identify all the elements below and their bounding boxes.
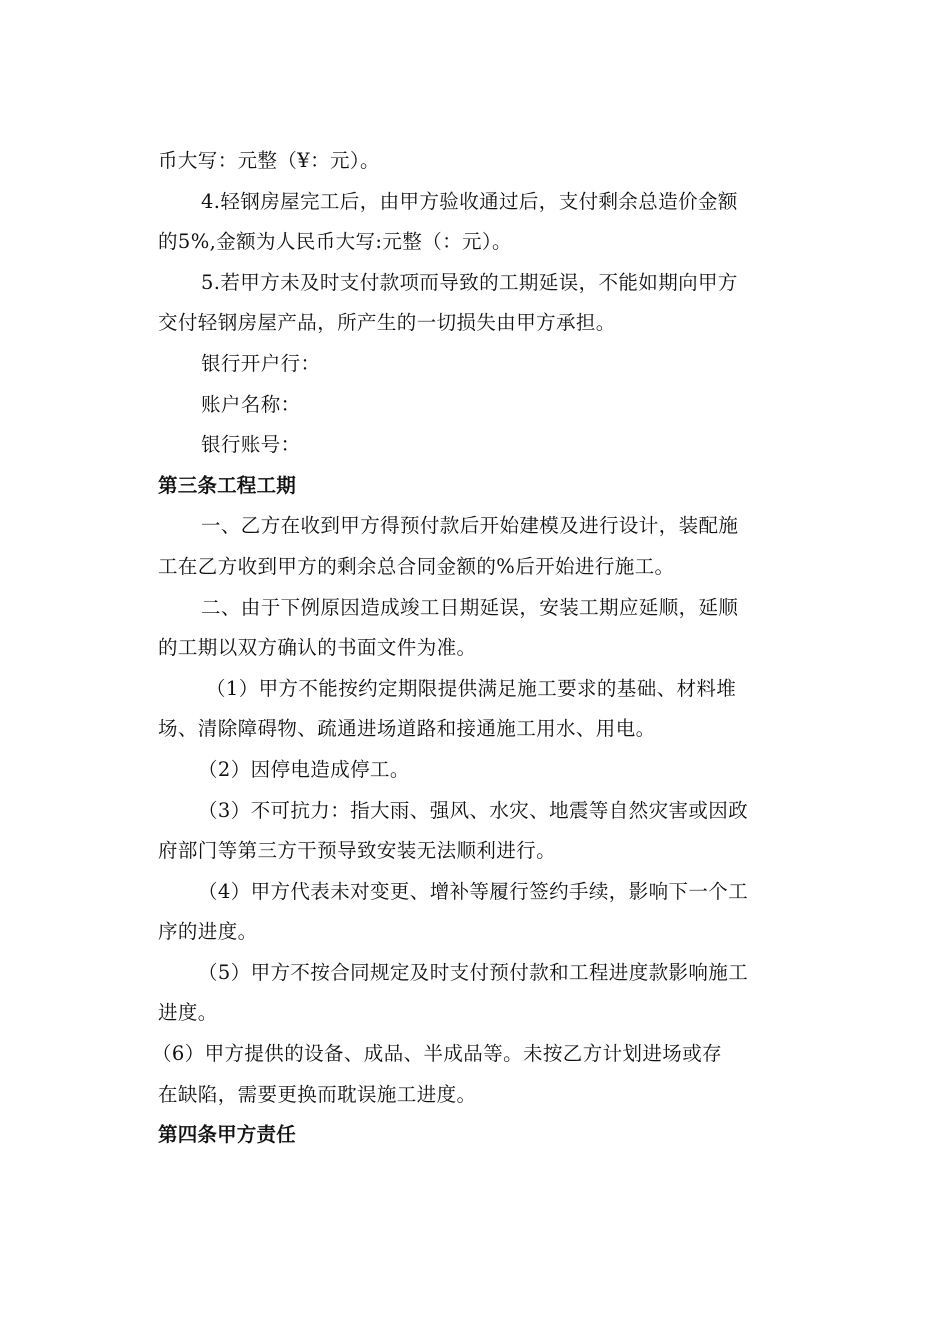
- text-line: 二、由于下例原因造成竣工日期延误，安装工期应延顺，延顺: [201, 595, 739, 619]
- text-line: 进度。: [158, 1001, 218, 1025]
- text-line: 在缺陷，需要更换而耽误施工进度。: [158, 1082, 477, 1106]
- text-line: 场、清除障碍物、疏通进场道路和接通施工用水、用电。: [158, 717, 656, 741]
- section-heading: 第三条工程工期: [158, 473, 296, 497]
- document-body: [152, 141, 818, 1156]
- account-name-label: 账户名称：: [201, 392, 301, 416]
- bank-name-label: 银行开户行：: [201, 351, 321, 375]
- section-heading: 第四条甲方责任: [158, 1123, 296, 1147]
- text-line: 币大写：元整（¥：元）。: [158, 149, 380, 172]
- text-line: 工在乙方收到甲方的剩余总合同金额的%后开始进行施工。: [158, 554, 675, 578]
- text-line: （2）因停电造成停工。: [198, 757, 410, 781]
- text-line: （3）不可抗力：指大雨、强风、水灾、地震等自然灾害或因政: [198, 798, 749, 822]
- text-line: 交付轻钢房屋产品，所产生的一切损失由甲方承担。: [158, 311, 616, 335]
- text-line: 4.轻钢房屋完工后，由甲方验收通过后，支付剩余总造价金额: [201, 189, 738, 213]
- text-line: （1）甲方不能按约定期限提供满足施工要求的基础、材料堆: [206, 676, 737, 700]
- text-line: 序的进度。: [158, 920, 258, 944]
- text-line: （4）甲方代表未对变更、增补等履行签约手续，影响下一个工: [198, 879, 749, 903]
- account-number-label: 银行账号：: [201, 433, 301, 457]
- text-line: （5）甲方不按合同规定及时支付预付款和工程进度款影响施工: [198, 960, 749, 984]
- text-line: 5.若甲方未及时支付款项而导致的工期延误，不能如期向甲方: [201, 270, 738, 294]
- text-line: 的5%,金额为人民币大写:元整（：元）。: [158, 230, 512, 254]
- text-line: （6）甲方提供的设备、成品、半成品等。未按乙方计划进场或存: [152, 1042, 723, 1066]
- text-line: 府部门等第三方干预导致安装无法顺利进行。: [158, 839, 557, 863]
- text-line: 的工期以双方确认的书面文件为准。: [158, 636, 477, 660]
- text-line: 一、乙方在收到甲方得预付款后开始建模及进行设计，装配施: [201, 514, 739, 538]
